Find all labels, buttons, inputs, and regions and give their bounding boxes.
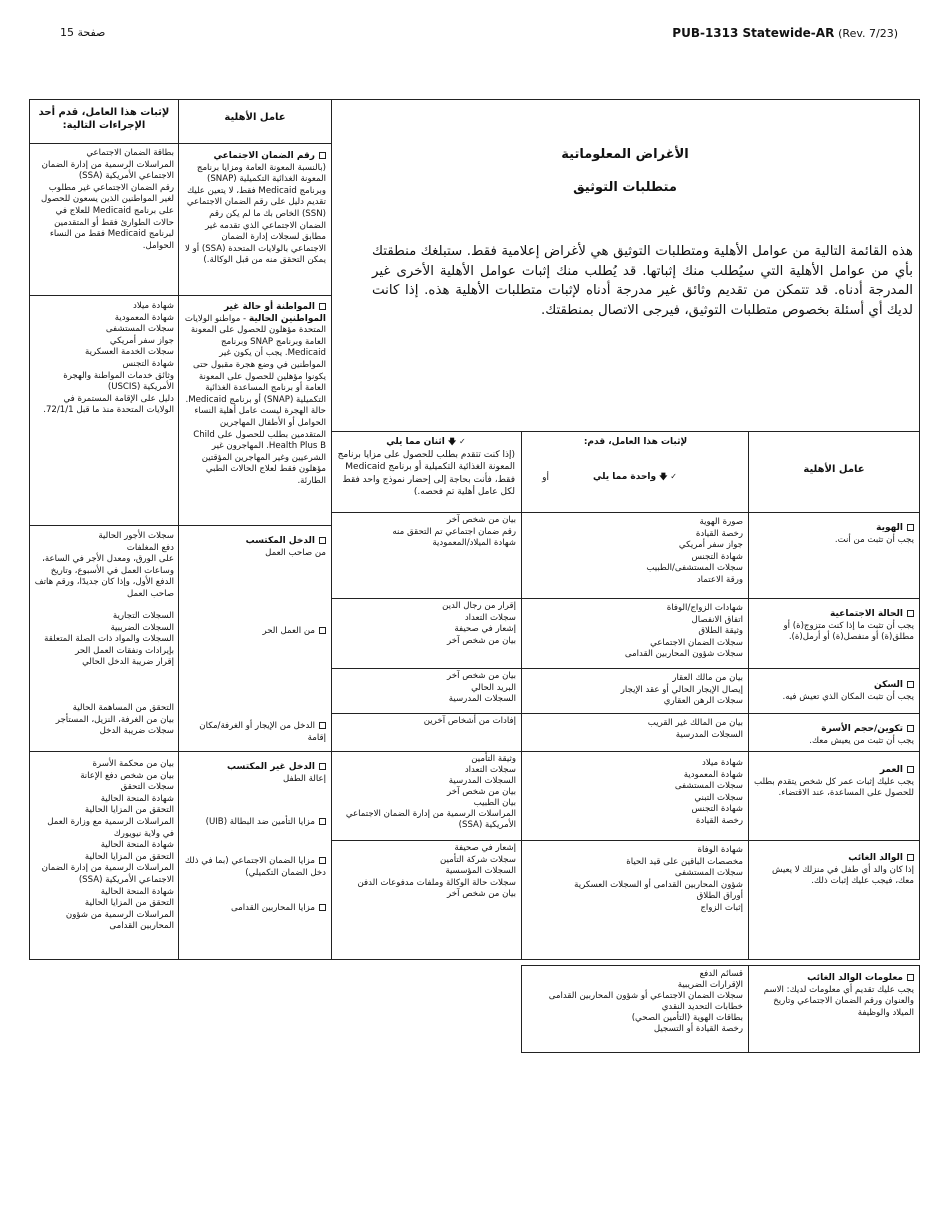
identity-one-list [523,514,747,598]
list-item: السجلات المؤسسية [445,866,516,877]
list-item: ورقة الاعتماد [696,574,743,585]
list-item: سجلات الرهن العقاري [663,696,743,707]
list-item: بيان الطبيب [473,798,516,808]
veterans-factor [180,900,330,918]
residence-one-list [523,670,747,713]
list-item: التحقق من المزايا الحالية [84,898,174,909]
absent-parent-factor [750,850,918,956]
list-item: سجلات التعداد [464,765,516,775]
list-item: بيان من محكمة الأسرة [92,759,174,769]
document-revision: (Rev. 7/23) [838,27,898,40]
identity-title: الهوية [876,523,903,533]
list-item: المراسلات الرسمية من إدارة الضمان الاجتماعي الأمريكية (SSA) [41,863,174,885]
veterans-label: مزايا المحاربين القدامى [230,903,315,913]
list-item: سجلات ضريبة الدخل [99,726,174,737]
list-item: وثيقة الطلاق [698,626,743,637]
list-item: بيان من المالك غير القريب [647,718,743,728]
intro-body: هذه القائمة التالية من عوامل الأهلية ومتطلبات التوثيق هي لأغراض إعلامية فقط. ستبلغك منطقتك بأي من عوامل الأهلية التي سيُطلب منك إثباتها. قد يُطلب منك إثبات عوامل الأهلية الأخرى غير المدرجة أدناه. قد تتمكن من تقديم وثائق غير مدرجة أدناه لإثبات متطلبات الأهلية هذه. إذا كانت لديك أي أسئلة بخصوص متطلبات التوثيق، فيرجى الاتصال بمنطقتك. [372,244,913,318]
list-item: رخصة القيادة [695,528,743,539]
list-item: رقم ضمان اجتماعي تم التحقق منه [392,526,516,537]
absent-parent-description: إذا كان والد أي طفل في منزلك لا يعيش معك، فيجب عليك إثبات ذلك. [771,864,914,887]
list-item: شؤون المحاربين القدامى أو السجلات العسكرية [574,879,743,890]
absent-parent-info-factor [750,970,918,1050]
list-item: السجلات التجارية [112,611,174,621]
list-item: وثائق خدمات المواطنة والهجرة الأمريكية (USCIS) [63,370,174,393]
list-item: شهادة التجنس [122,358,174,369]
citizenship-title: المواطنة أو حالة غير المواطنين الحالية [223,302,326,324]
child-support-label: إعالة الطفل [282,773,326,784]
list-item: سجلات المستشفى [674,781,743,792]
list-item: الإقرارات الضريبية [677,980,743,990]
list-item: إشعار في صحيفة [454,624,516,635]
absent-parent-one-list [523,842,747,958]
list-item: رخصة القيادة أو التسجيل [653,1024,743,1034]
list-item: بيان من شخص آخر [447,889,516,900]
list-item: سجلات المستشفى [674,868,743,879]
unearned-income-factor [180,759,330,789]
list-item: السجلات المدرسية [448,694,516,705]
list-item: التحقق من المساهمة الحالية [72,703,174,713]
two-of-header [333,433,519,511]
list-item: رخصة القيادة [695,815,743,826]
list-item: شهادة ميلاد [133,301,174,311]
list-item: سجلات الأجور الحالية [98,531,174,541]
right-factor-header: عامل الأهلية [803,464,865,475]
absent-parent-info-proof [523,966,747,1052]
earned-income-title: الدخل المكتسب [245,536,315,546]
list-item: شهادة التجنس [691,804,743,815]
age-title: العمر [879,765,903,775]
list-item: إقرار ضريبة الدخل الحالي [82,657,174,668]
list-item: السجلات المدرسية [448,776,516,786]
list-item: شهادة الوفاة [697,845,743,855]
list-item: اتفاق الانفصال [691,614,743,625]
list-item: المراسلات الرسمية من إدارة الضمان الاجتماعي الأمريكية (SSA) [41,159,174,182]
list-item: قسائم الدفع [699,969,743,979]
list-item: سجلات المستشفى [105,324,174,335]
social-security-factor [180,853,330,885]
list-item: إثبات الزواج [700,902,743,913]
residence-description: يجب أن تثبت المكان الذي تعيش فيه. [782,691,914,702]
document-id: PUB-1313 Statewide-AR [672,26,835,40]
list-item: بيان من شخص آخر [447,635,516,646]
list-item: بيان من شخص آخر [447,671,516,681]
left-proof-header: لإثبات هذا العامل، قدم أحد الإجراءات التالية: [38,107,170,131]
checkbox-absent-parent[interactable] [907,854,914,861]
household-factor [750,721,918,751]
household-two-list [333,713,520,751]
checkbox-unearned-income[interactable] [319,763,326,770]
residence-factor [750,677,918,711]
list-item: إشعار في صحيفة [454,843,516,853]
age-two-list [333,751,520,840]
list-item: التحقق من المزايا الحالية [84,805,174,816]
ssn-factor [180,148,330,294]
household-title: تكوين/حجم الأسرة [821,724,903,734]
intro-title-documentation: متطلبات التوثيق [573,180,677,195]
list-item: بيان من شخص آخر [447,787,516,797]
list-item: مخصصات الباقين على قيد الحياة [626,856,743,867]
down-arrow-icon: ✓ 🡇 [659,472,677,481]
list-item: السجلات المدرسية [675,729,743,740]
checkbox-citizenship[interactable] [319,303,326,310]
checkbox-self-employment[interactable] [319,627,326,634]
absent-parent-title: الوالد الغائب [848,853,903,863]
list-item: شهادة المعمودية [114,312,174,323]
list-item: بيان من مالك العقار [672,673,743,683]
list-item: رقم الضمان الاجتماعي غير مطلوب لغير المواطنين الذين يسعون للحصول على برنامج Medicaid للعلاج في حالات الطوارئ فقط أو المتقدمين لبرنامج Medicaid فقط من النساء الحوامل. [41,182,174,251]
checkbox-residence[interactable] [907,681,914,688]
earned-self-label: من العمل الحر [262,626,315,636]
social-security-label: مزايا الضمان الاجتماعي (بما في ذلك دخل الضمان التكميلي) [184,856,326,878]
checkbox-age[interactable] [907,766,914,773]
checkbox-ssn[interactable] [319,152,326,159]
list-item: سجلات حالة الوكالة وملفات مدفوعات الدفن [357,877,516,888]
identity-description: يجب أن تثبت من أنت. [834,534,914,545]
list-item: شهادة الميلاد/المعمودية [432,538,516,549]
marital-factor [750,606,918,666]
list-item: شهادة المنحة الحالية [100,793,174,804]
earned-employer-label: من صاحب العمل [265,547,326,558]
left-factor-header: عامل الأهلية [224,112,286,123]
citizenship-description: - مواطنو الولايات المتحدة مؤهلون للحصول على المعونة العامة وبرنامج SNAP وبرنامج Medicaid. يجب أن يكون غير المواطنين في وضع هجرة مقبول حتى يكونوا مؤهلين للحصول على المعونة العامة أو برنامج المساعدة الغذائية التكميلية (SNAP) أو برنامج Medicaid. حالة الهجرة ليست عامل أهلية النساء الحوامل أو الأطفال المهاجرين المتقدمين بطلب للحصول على Child Health Plus B. المهاجرون غير الشرعيين وغير المهاجرين المؤقتين مؤهلون فقط لعلاج الحالات الطبي الطارئة. [184,313,326,486]
ssn-proof [30,145,178,293]
list-item: سجلات المستشفى/الطبيب [646,563,743,574]
list-item: سجلات التحقق [120,782,174,793]
age-description: يجب عليك إثبات عمر كل شخص يتقدم بطلب للحصول على المساعدة، عند الاقتضاء. [754,776,914,799]
checkbox-veterans[interactable] [319,904,326,911]
marital-one-list [523,600,747,668]
list-item: وثيقة التأمين [471,754,516,764]
list-item: سجلات شركة التأمين [439,854,516,865]
down-arrow-icon: ✓ 🡇 [448,437,466,446]
checkbox-earned-income[interactable] [319,537,326,544]
earned-employer-proof [30,528,178,610]
page-number: صفحة 15 [60,26,106,39]
list-item: دفع المغلفات [126,542,174,553]
earned-income-factor [180,533,330,563]
list-item: شهادة المنحة الحالية [100,886,174,897]
absent-parent-two-list [333,840,520,958]
identity-two-list [333,512,520,596]
list-item: التحقق من المزايا الحالية [84,851,174,862]
household-one-list [523,715,747,751]
list-item: المراسلات الرسمية من شؤون المحاربين القدامى [65,909,174,932]
earned-selfemployment-factor [180,623,330,641]
absent-parent-info-description: يجب عليك تقديم أي معلومات لديك: الاسم والعنوان ورقم الضمان الاجتماعي وتاريخ الميلاد والوظيفة [763,984,914,1018]
list-item: سجلات شؤون المحاربين القدامى [624,649,743,660]
one-of-label: واحدة مما يلي [593,472,657,482]
list-item: سجلات التعداد [464,612,516,623]
residence-title: السكن [874,680,903,690]
list-item: المراسلات الرسمية من إدارة الضمان الاجتماعي الأمريكية (SSA) [345,809,516,830]
list-item: بيان من الغرفة، النزيل، المستأجر [55,714,174,725]
list-item: جواز سفر أمريكي [109,335,174,346]
list-item: بيان من شخص آخر [447,515,516,525]
citizenship-factor [180,299,330,523]
list-item: المراسلات الرسمية مع وزارة العمل في ولاية نيويورك [47,816,174,839]
ssn-description: (بالنسبة المعونة العامة ومزايا برنامج المعونة الغذائية التكميلية (SNAP) وبرنامج Medicaid فقط، لا يتعين عليك تقديم دليل على رقم الضمان الاجتماعي (SSN) الخاص بك ما لم يكن رقم الضمان الاجتماعي الذي تقدمه غير مطابق لسجلات إدارة الضمان الاجتماعي بالولايات المتحدة (SSA) أو لا يمكن التحقق منه من قبل الوكالة.) [184,162,326,266]
list-item: السجلات والمواد ذات الصلة المتعلقة بإيرادات ونفقات العمل الحر [44,634,174,656]
list-item: إفادات من أشخاص آخرين [423,716,516,726]
household-description: يجب أن تثبت من يعيش معك. [809,735,914,746]
list-item: سجلات الخدمة العسكرية [84,347,174,358]
two-of-label: اثنان مما يلي [386,437,445,447]
one-of-header [560,468,710,484]
list-item: جواز سفر أمريكي [678,540,743,551]
marital-title: الحالة الاجتماعية [830,609,903,619]
checkbox-identity[interactable] [907,524,914,531]
uib-factor [180,814,330,832]
unearned-proof [30,756,178,958]
list-item: دليل على الإقامة المستمرة في الولايات المتحدة منذ ما قبل 72/1/1. [43,393,174,416]
checkbox-uib[interactable] [319,818,326,825]
list-item: شهادة التجنس [691,551,743,562]
two-of-note: (إذا كنت تتقدم بطلب للحصول على مزايا برنامج المعونة الغذائية التكميلية أو برنامج Medicaid فقط، فأنت بحاجة إلى إحضار نموذج واحد فقط لكل عامل أهلية تم فحصه.) [337,449,515,497]
checkbox-rental-income[interactable] [319,722,326,729]
list-item: سجلات الضمان الاجتماعي أو شؤون المحاربين القدامى [548,991,743,1001]
list-item: خطابات التحديد النقدي [661,1002,743,1012]
right-proof-header: لإثبات هذا العامل، قدم: [583,437,688,447]
marital-two-list [333,598,520,668]
list-item: صورة الهوية [699,517,743,527]
list-item: شهادات الزواج/الوفاة [666,603,743,613]
list-item: شهادة المنحة الحالية [100,840,174,851]
identity-factor [750,520,918,596]
checkbox-household[interactable] [907,725,914,732]
age-one-list [523,755,747,840]
list-item: السجلات الضريبية [110,622,174,633]
marital-description: يجب أن تثبت ما إذا كنت متزوج(ة) أو مطلق(ة) أو منفصل(ة) أو أرمل(ة). [783,620,914,643]
age-factor [750,762,918,838]
document-code [672,26,898,40]
list-item: إيصال الإيجار الحالي أو عقد الإيجار [620,684,743,695]
earned-self-proof [30,608,178,670]
checkbox-marital-status[interactable] [907,610,914,617]
earned-rental-factor [180,718,330,748]
citizenship-proof [30,298,178,524]
intro-title-informational: الأغراض المعلوماتية [561,147,689,162]
list-item: شهادة ميلاد [702,758,743,768]
checkbox-absent-parent-info[interactable] [907,974,914,981]
list-item: أوراق الطلاق [696,891,743,902]
unearned-income-title: الدخل غير المكتسب [227,762,315,772]
list-item: بطاقات الهوية (التأمين الصحي) [631,1013,743,1023]
ssn-title: رقم الضمان الاجتماعي [213,151,315,161]
list-item: بطاقة الضمان الاجتماعي [86,148,174,158]
list-item: بيان من شخص دفع الإعانة [80,770,174,781]
earned-rental-label: الدخل من الإيجار أو الغرفة/مكان إقامة [199,721,326,743]
absent-parent-info-title: معلومات الوالد الغائب [807,973,903,983]
list-item: على الورق، ومعدل الأجر في الساعة، وساعات العمل في الأسبوع، وتاريخ الدفع الأول، وإذا كان جديدًا، ورقم هاتف صاحب العمل [34,554,174,599]
or-label: أو [542,473,549,483]
uib-label: مزايا التأمين ضد البطالة (UIB) [205,817,315,827]
earned-rental-proof [30,700,178,748]
list-item: شهادة المعمودية [683,769,743,780]
list-item: سجلات الضمان الاجتماعي [650,637,743,648]
list-item: سجلات التبني [694,792,743,803]
checkbox-social-security[interactable] [319,857,326,864]
list-item: البريد الحالي [471,682,516,693]
residence-two-list [333,668,520,713]
list-item: إقرار من رجال الدين [442,601,516,611]
